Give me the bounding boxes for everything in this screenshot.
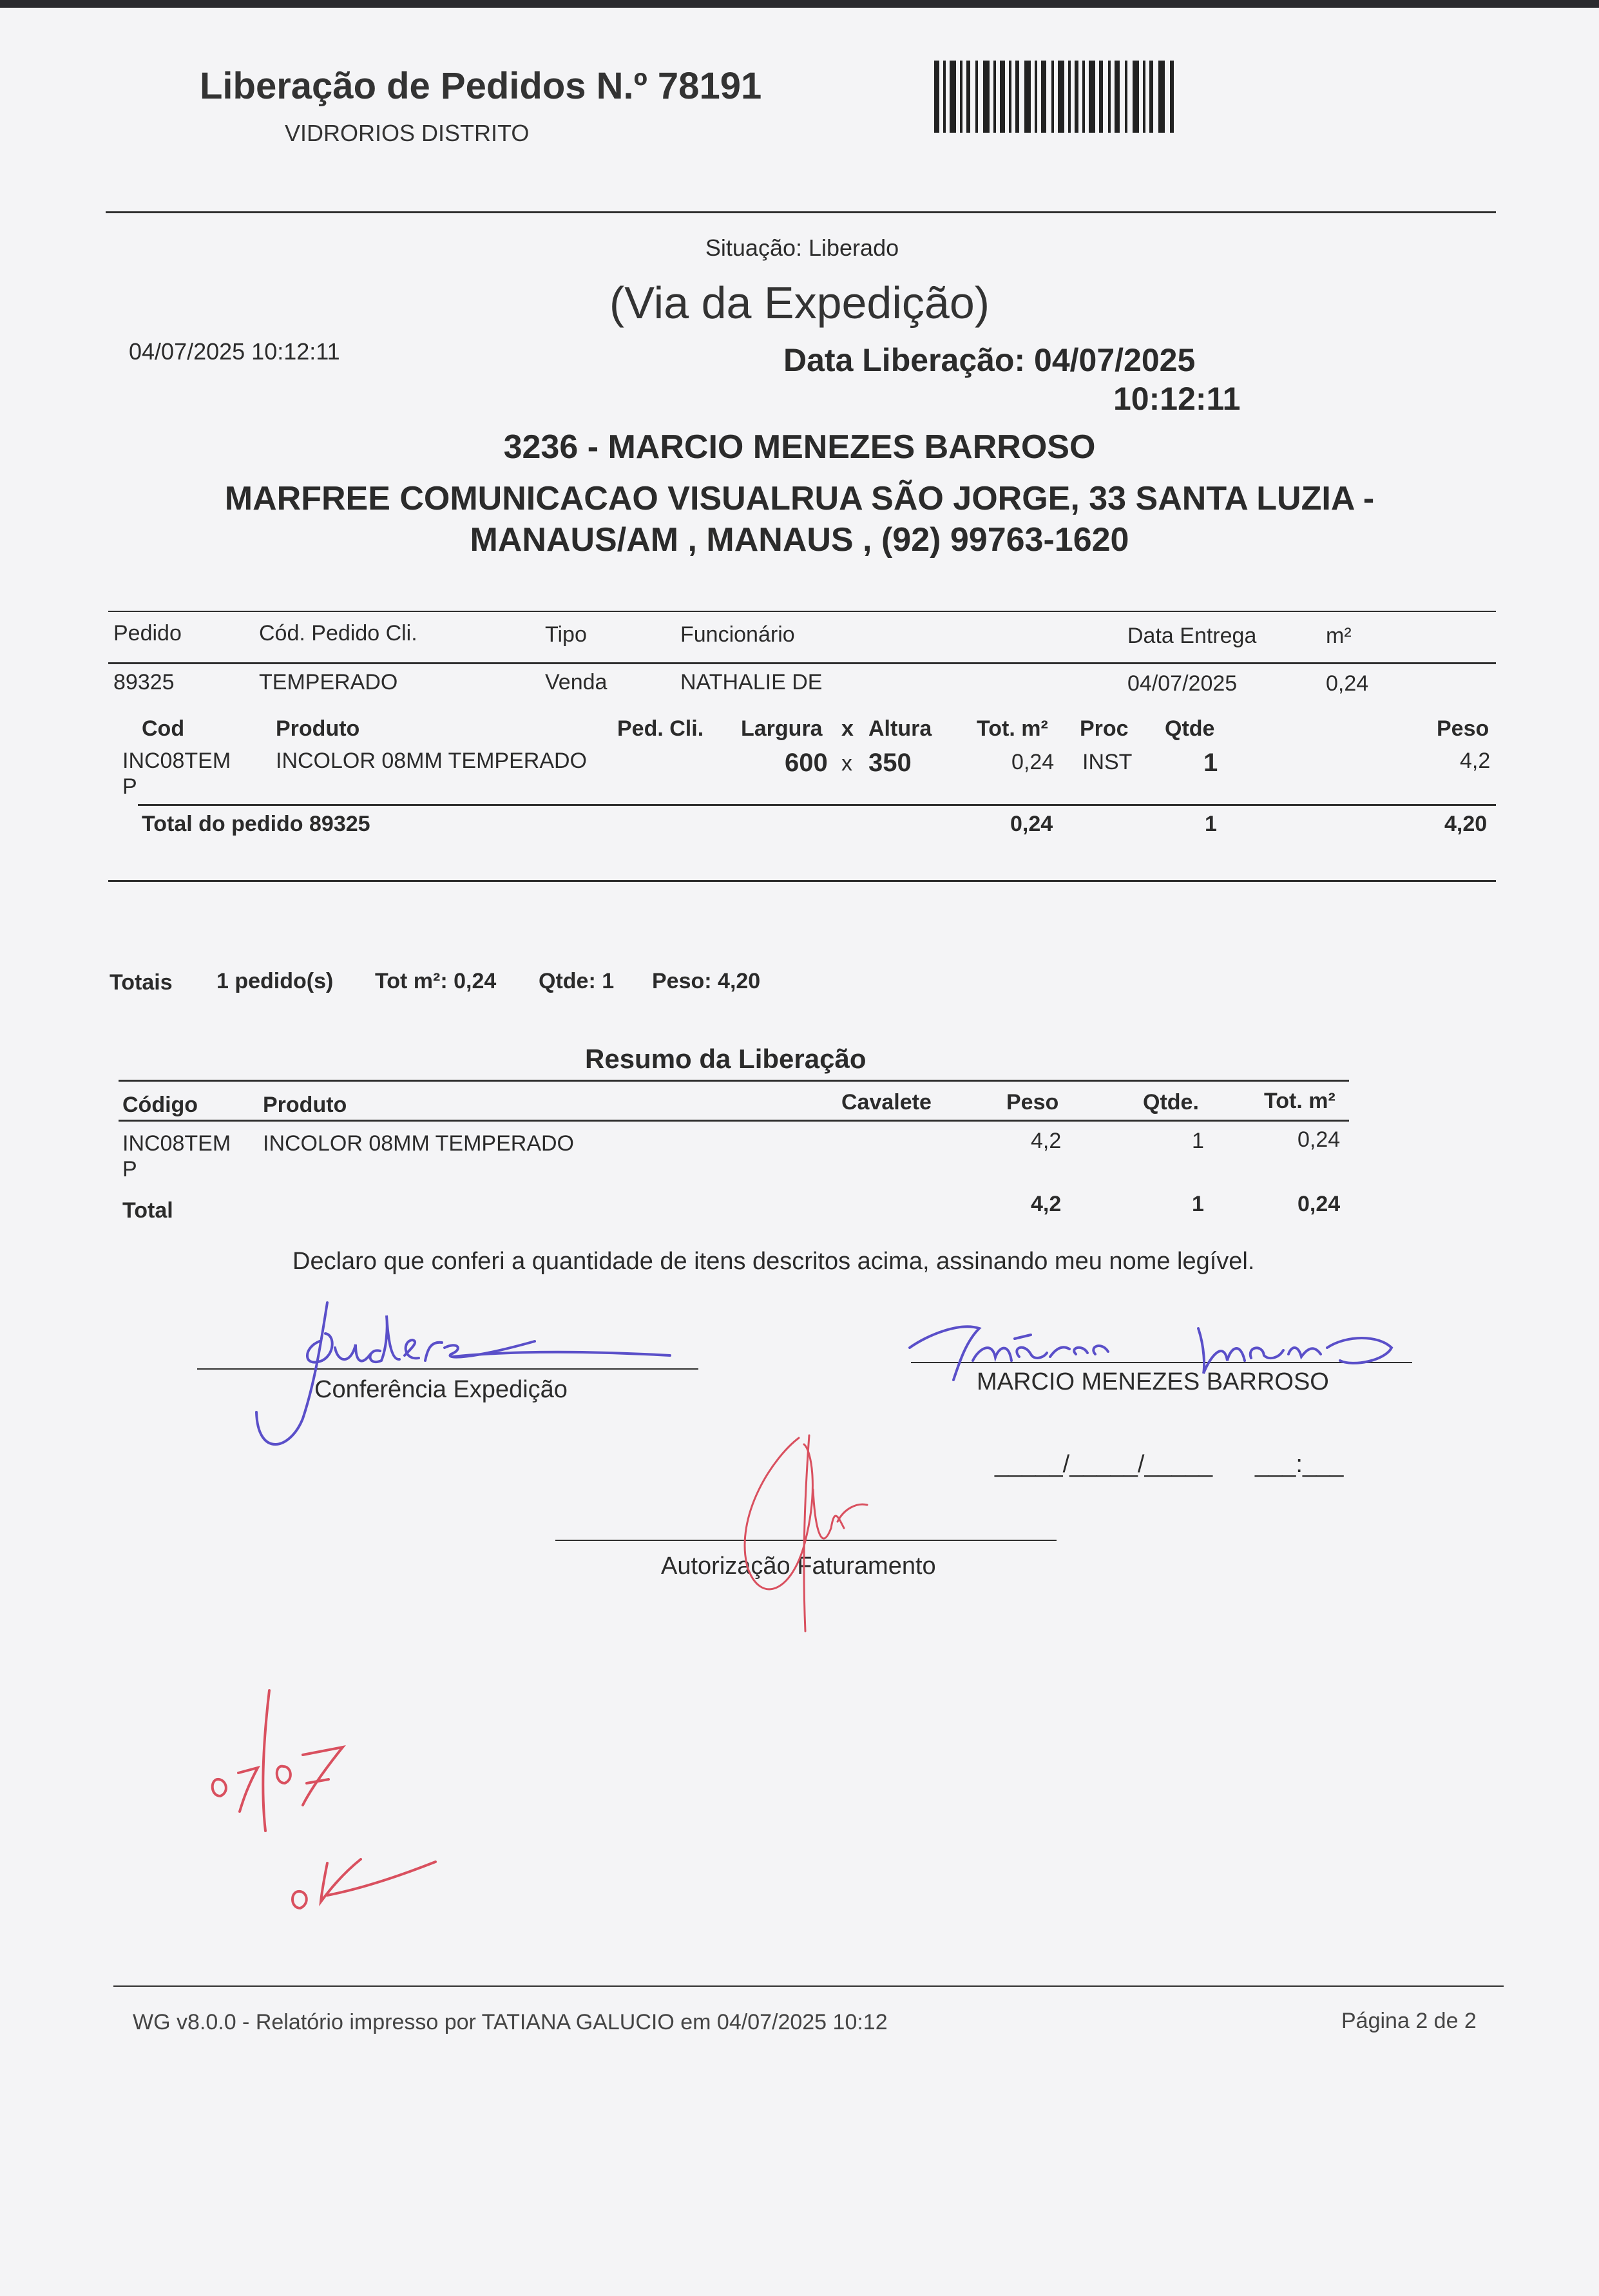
col-codigo: Código — [122, 1093, 198, 1117]
col-cod: Cod — [142, 716, 185, 741]
client-name: 3236 - MARCIO MENEZES BARROSO — [503, 428, 1096, 466]
document-title: Liberação de Pedidos N.º 78191 — [200, 65, 762, 107]
cell-codigo: INC08TEM — [122, 1131, 231, 1156]
col-produto: Produto — [276, 716, 360, 741]
handwritten-marks — [0, 8, 1599, 2296]
cell-cod: INC08TEM — [122, 749, 231, 773]
footer-printed-by: WG v8.0.0 - Relatório impresso por TATIANA GALUCIO em 04/07/2025 10:12 — [133, 2010, 888, 2034]
client-signature-icon — [910, 1326, 1392, 1380]
totals-qtde: Qtde: 1 — [539, 969, 615, 993]
col-qtde: Qtde — [1165, 716, 1215, 741]
cell-produto-resumo: INCOLOR 08MM TEMPERADO — [263, 1131, 575, 1156]
page-number: Página 2 de 2 — [1341, 2009, 1477, 2033]
summary-total-label: Total — [122, 1198, 173, 1223]
client-address-line1: MARFREE COMUNICACAO VISUALRUA SÃO JORGE, 33 SANTA LUZIA - — [224, 480, 1375, 517]
copy-type: (Via da Expedição) — [609, 278, 990, 328]
cell-codigo-cont: P — [122, 1157, 137, 1181]
cell-largura: 600 — [785, 749, 828, 777]
declaration-text: Declaro que conferi a quantidade de itens descritos acima, assinando meu nome legível. — [292, 1248, 1255, 1275]
col-produto-resumo: Produto — [263, 1093, 347, 1117]
client-address-line2: MANAUS/AM , MANAUS , (92) 99763-1620 — [470, 521, 1129, 559]
cell-tot-m2: 0,24 — [1011, 750, 1055, 774]
totals-peso: Peso: 4,20 — [652, 969, 761, 993]
col-x: x — [841, 716, 854, 741]
order-total-peso: 4,20 — [1444, 812, 1488, 836]
conferencia-signature-icon — [256, 1303, 670, 1444]
order-total-label: Total do pedido 89325 — [142, 812, 370, 836]
totals-m2: Tot m²: 0,24 — [375, 969, 497, 993]
autorizacao-signature-icon — [745, 1435, 867, 1631]
summary-total-m2: 0,24 — [1297, 1192, 1341, 1216]
order-total-m2: 0,24 — [1010, 812, 1053, 836]
col-qtde-resumo: Qtde. — [1143, 1090, 1199, 1115]
cell-qtde-resumo: 1 — [1192, 1129, 1204, 1153]
conferencia-label: Conferência Expedição — [314, 1376, 568, 1403]
col-funcionario: Funcionário — [680, 622, 795, 647]
release-time: 10:12:11 — [1113, 381, 1241, 417]
cell-peso: 4,2 — [1460, 749, 1491, 773]
status-text: Situação: Liberado — [705, 234, 899, 261]
col-tipo: Tipo — [545, 622, 587, 647]
col-peso: Peso — [1437, 716, 1489, 741]
col-peso-resumo: Peso — [1006, 1090, 1059, 1115]
cell-tot-m2-resumo: 0,24 — [1297, 1127, 1341, 1152]
cell-cod-pedido-cli: TEMPERADO — [259, 670, 398, 694]
col-proc: Proc — [1080, 716, 1129, 741]
printed-datetime: 04/07/2025 10:12:11 — [129, 338, 340, 365]
col-largura: Largura — [741, 716, 823, 741]
time-blank[interactable]: ___:___ — [1255, 1451, 1344, 1478]
col-pedido: Pedido — [113, 621, 182, 646]
date-blank[interactable]: _____/_____/_____ — [995, 1451, 1213, 1478]
col-data-entrega: Data Entrega — [1127, 624, 1257, 648]
cell-cod-cont: P — [122, 774, 137, 799]
cell-produto: INCOLOR 08MM TEMPERADO — [276, 749, 588, 773]
totals-label: Totais — [110, 970, 173, 995]
cell-qtde: 1 — [1203, 749, 1218, 777]
cell-pedido: 89325 — [113, 670, 175, 694]
cell-data-entrega: 04/07/2025 — [1127, 671, 1238, 696]
summary-total-peso: 4,2 — [1031, 1192, 1062, 1216]
col-cavalete: Cavalete — [841, 1090, 932, 1115]
cell-tipo: Venda — [545, 670, 608, 694]
cell-funcionario: NATHALIE DE — [680, 670, 823, 694]
col-tot-m2-resumo: Tot. m² — [1264, 1089, 1336, 1113]
cell-x: x — [841, 751, 852, 776]
client-signature-label: MARCIO MENEZES BARROSO — [977, 1368, 1329, 1395]
order-total-qtde: 1 — [1205, 812, 1217, 836]
col-ped-cli: Ped. Cli. — [617, 716, 704, 741]
footer-rule — [113, 1985, 1504, 1987]
summary-title: Resumo da Liberação — [585, 1044, 867, 1074]
col-altura: Altura — [868, 716, 932, 741]
handwritten-note-icon — [213, 1690, 436, 1908]
autorizacao-label: Autorização Faturamento — [661, 1553, 936, 1580]
cell-altura: 350 — [868, 749, 912, 777]
col-tot-m2: Tot. m² — [977, 716, 1048, 741]
col-m2: m² — [1326, 624, 1352, 648]
col-cod-pedido-cli: Cód. Pedido Cli. — [259, 621, 417, 646]
company-name: VIDRORIOS DISTRITO — [285, 120, 530, 146]
cell-m2: 0,24 — [1326, 671, 1369, 696]
cell-proc: INST — [1082, 750, 1133, 774]
cell-peso-resumo: 4,2 — [1031, 1129, 1062, 1153]
totals-pedidos: 1 pedido(s) — [216, 969, 334, 993]
document-page — [0, 8, 1599, 2296]
summary-total-qtde: 1 — [1192, 1192, 1204, 1216]
release-date: Data Liberação: 04/07/2025 — [783, 342, 1196, 378]
